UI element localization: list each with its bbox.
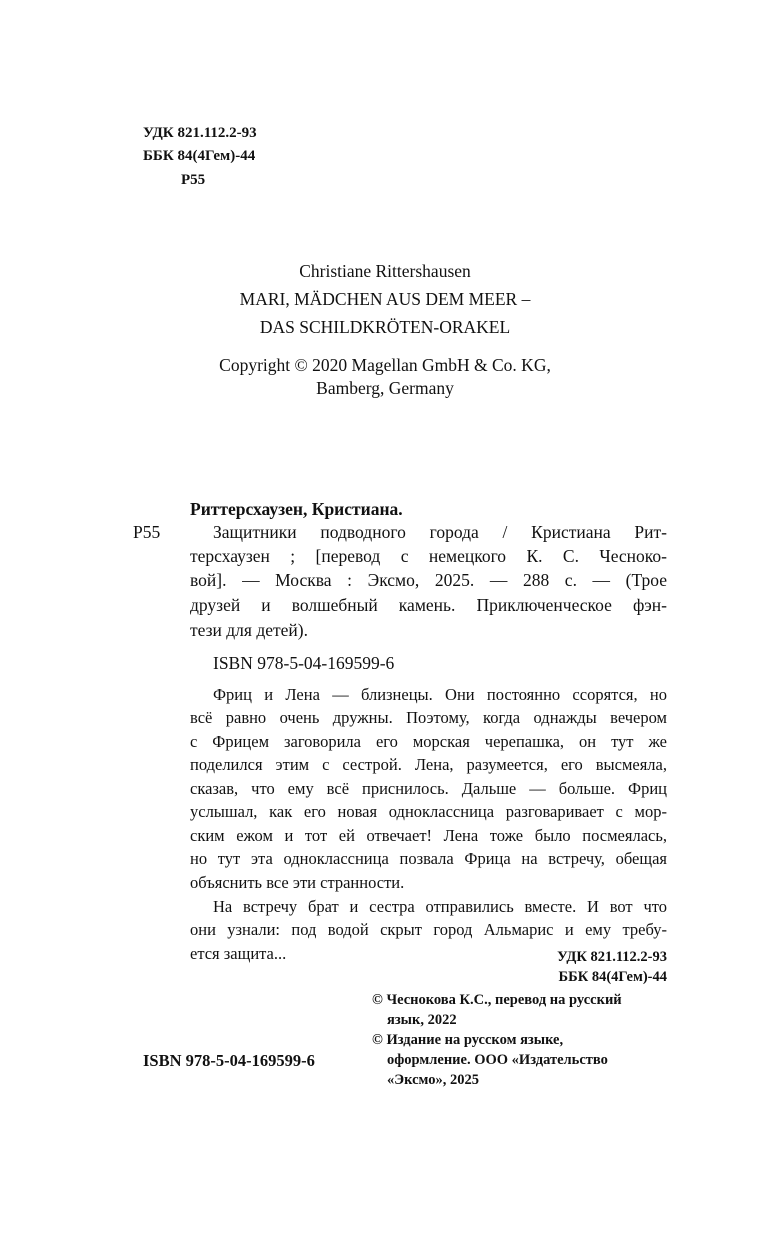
annotation-line: На встречу брат и сестра отправились вместе. И вот что (213, 897, 667, 916)
copyright-translation: © Чеснокова К.С., перевод на русский (372, 992, 622, 1008)
annotation-line: Фриц и Лена — близнецы. Они постоянно ссорятся, но (213, 685, 667, 704)
annotation-line: услышал, как его новая одноклассница разговаривает с мор- (190, 802, 667, 821)
annotation-line: но тут эта одноклассница позвала Фрица на встречу, обещая (190, 849, 667, 868)
footer-bbk: ББК 84(4Гем)-44 (558, 969, 667, 985)
annotation-line: объяснить все эти странности. (190, 873, 405, 892)
annotation-line: сказав, что ему всё приснилось. Дальше — больше. Фриц (190, 779, 667, 798)
copyright-edition: © Издание на русском языке, (372, 1032, 564, 1048)
catalog-line: тези для детей). (190, 620, 308, 640)
annotation-line: всё равно очень дружны. Поэтому, когда однажды вечером (190, 708, 667, 727)
catalog-author: Риттерсхаузен, Кристиана. (190, 499, 403, 519)
annotation-line: они узнали: под водой скрыт город Альмарис и ему требу- (190, 920, 667, 939)
catalog-line: друзей и волшебный камень. Приключенческое фэн- (190, 595, 667, 615)
footer-udk: УДК 821.112.2-93 (557, 949, 667, 965)
catalog-line: Защитники подводного города / Кристиана Рит- (213, 522, 667, 542)
original-author: Christiane Rittershausen (299, 261, 471, 281)
original-title-line: MARI, MÄDCHEN AUS DEM MEER – (239, 289, 531, 309)
annotation-line: ским ежом и тот ей отвечает! Лена тоже было посмеялась, (190, 826, 667, 845)
annotation-line: поделился этим с сестрой. Лена, разумеется, его высмеяла, (190, 755, 667, 774)
footer-isbn: ISBN 978-5-04-169599-6 (143, 1051, 315, 1070)
catalog-isbn: ISBN 978-5-04-169599-6 (213, 653, 395, 673)
udk-code: УДК 821.112.2-93 (143, 125, 257, 141)
bbk-code: ББК 84(4Гем)-44 (143, 148, 256, 164)
catalog-line: вой]. — Москва : Эксмо, 2025. — 288 с. — (Трое (190, 570, 667, 590)
original-title-line: DAS SCHILDKRÖTEN-ORAKEL (259, 317, 511, 337)
annotation-line: с Фрицем заговорила его морская черепашка, он тут же (190, 732, 667, 751)
copyright-edition: оформление. ООО «Издательство (387, 1052, 608, 1068)
original-copyright-line: Copyright © 2020 Magellan GmbH & Co. KG, (219, 355, 551, 375)
catalog-code: Р55 (133, 522, 161, 542)
original-copyright-line: Bamberg, Germany (316, 378, 454, 398)
catalog-line: терсхаузен ; [перевод с немецкого К. С. Чесноко- (190, 546, 667, 566)
copyright-edition: «Эксмо», 2025 (387, 1072, 479, 1088)
author-mark: Р55 (181, 172, 206, 188)
annotation-line: ется защита... (190, 944, 287, 963)
copyright-translation: язык, 2022 (387, 1012, 457, 1028)
